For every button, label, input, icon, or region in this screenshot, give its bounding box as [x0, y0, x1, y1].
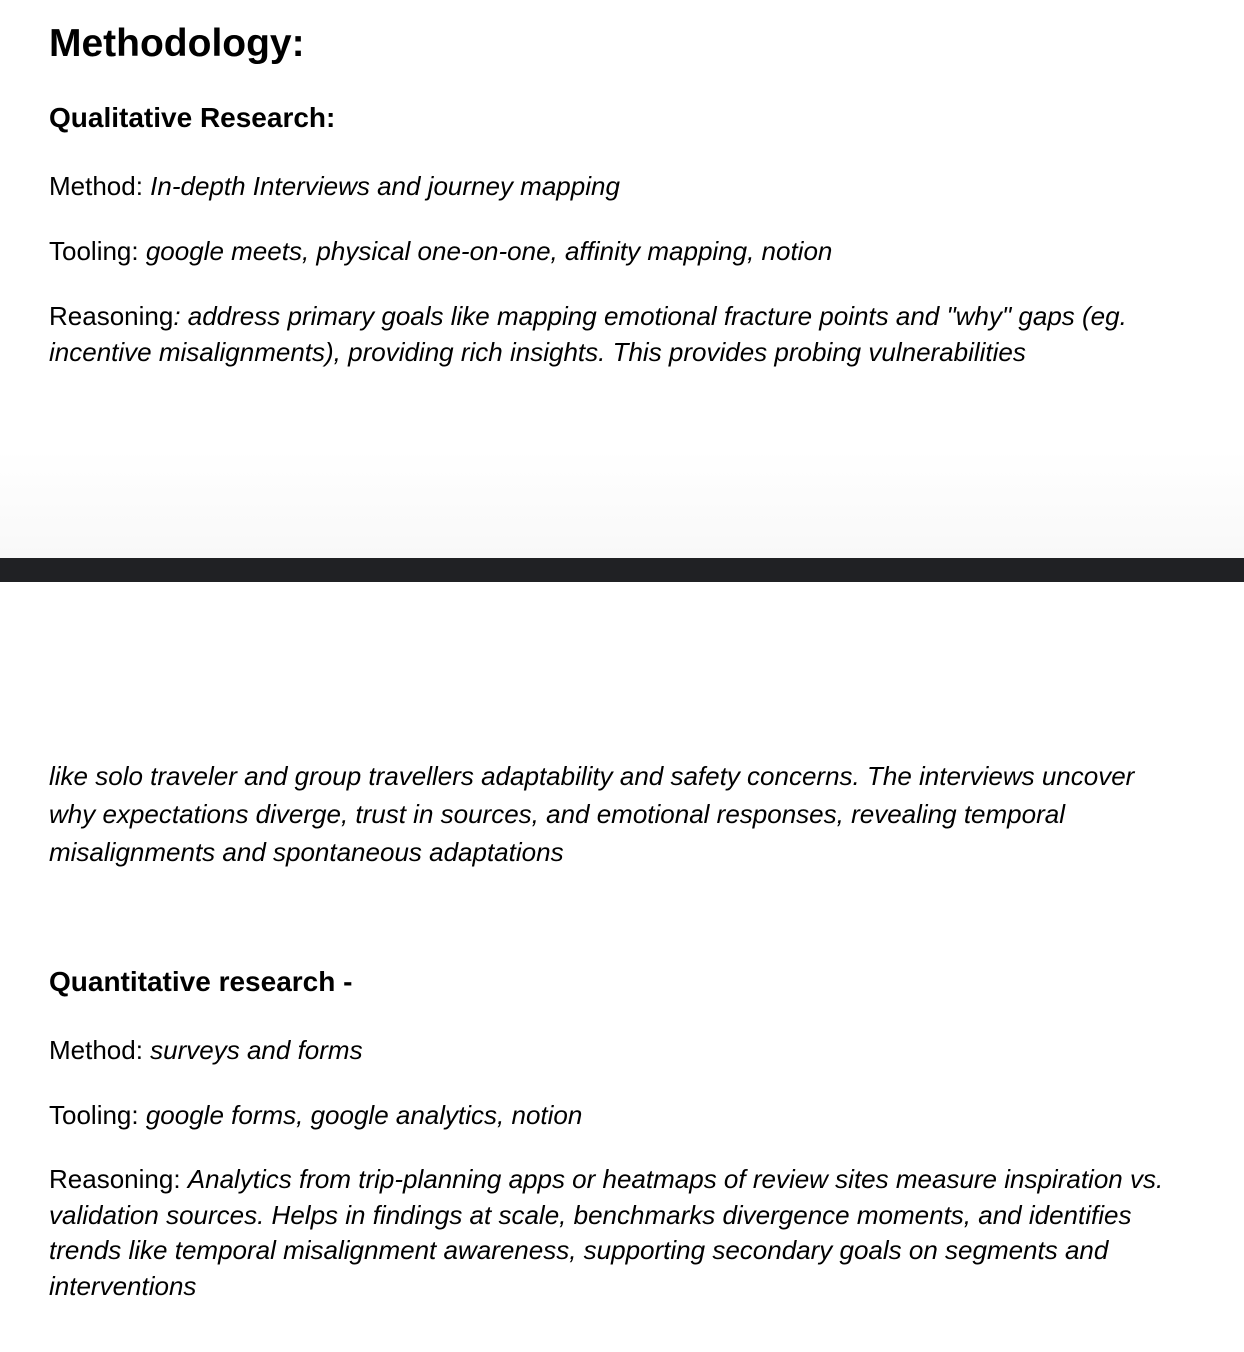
reasoning-label: Reasoning [49, 301, 174, 331]
method-label: Method: [49, 171, 151, 201]
page-title: Methodology: [49, 22, 305, 65]
qualitative-reasoning-continued: like solo traveler and group travellers adaptability and safety concerns. The interviews uncover why expectations diverge, trust in sources, and emotional responses, revealing temporal misalignments and spontaneous adaptations [49, 761, 1135, 867]
method-value: surveys and forms [150, 1035, 363, 1065]
qualitative-reasoning [49, 298, 1169, 370]
tooling-value: google forms, google analytics, notion [145, 1100, 583, 1130]
quantitative-reasoning [49, 1162, 1169, 1304]
reasoning-label: Reasoning: [49, 1164, 188, 1194]
quantitative-heading: Quantitative research - [49, 966, 353, 997]
qualitative-method [49, 168, 1169, 204]
quantitative-method [49, 1032, 1169, 1068]
document-page-1 [0, 0, 1244, 558]
reasoning-value: : address primary goals like mapping emotional fracture points and "why" gaps (eg. incentive misalignments), providing rich insights. This provides probing vulnerabilities [49, 301, 1127, 367]
qualitative-tooling [49, 233, 1169, 269]
tooling-value: google meets, physical one-on-one, affinity mapping, notion [145, 236, 833, 266]
tooling-label: Tooling: [49, 1100, 146, 1130]
document-page-2 [0, 582, 1244, 1352]
method-value: In-depth Interviews and journey mapping [150, 171, 620, 201]
reasoning-value: Analytics from trip-planning apps or heatmaps of review sites measure inspiration vs. validation sources. Helps in findings at scale, benchmarks divergence moments, and identifies trends like temporal misalignment awareness, supporting secondary goals on segments and interventions [49, 1164, 1164, 1301]
page-break-divider [0, 558, 1244, 582]
method-label: Method: [49, 1035, 151, 1065]
tooling-label: Tooling: [49, 236, 146, 266]
qualitative-heading: Qualitative Research: [49, 102, 336, 133]
quantitative-tooling [49, 1097, 1169, 1133]
